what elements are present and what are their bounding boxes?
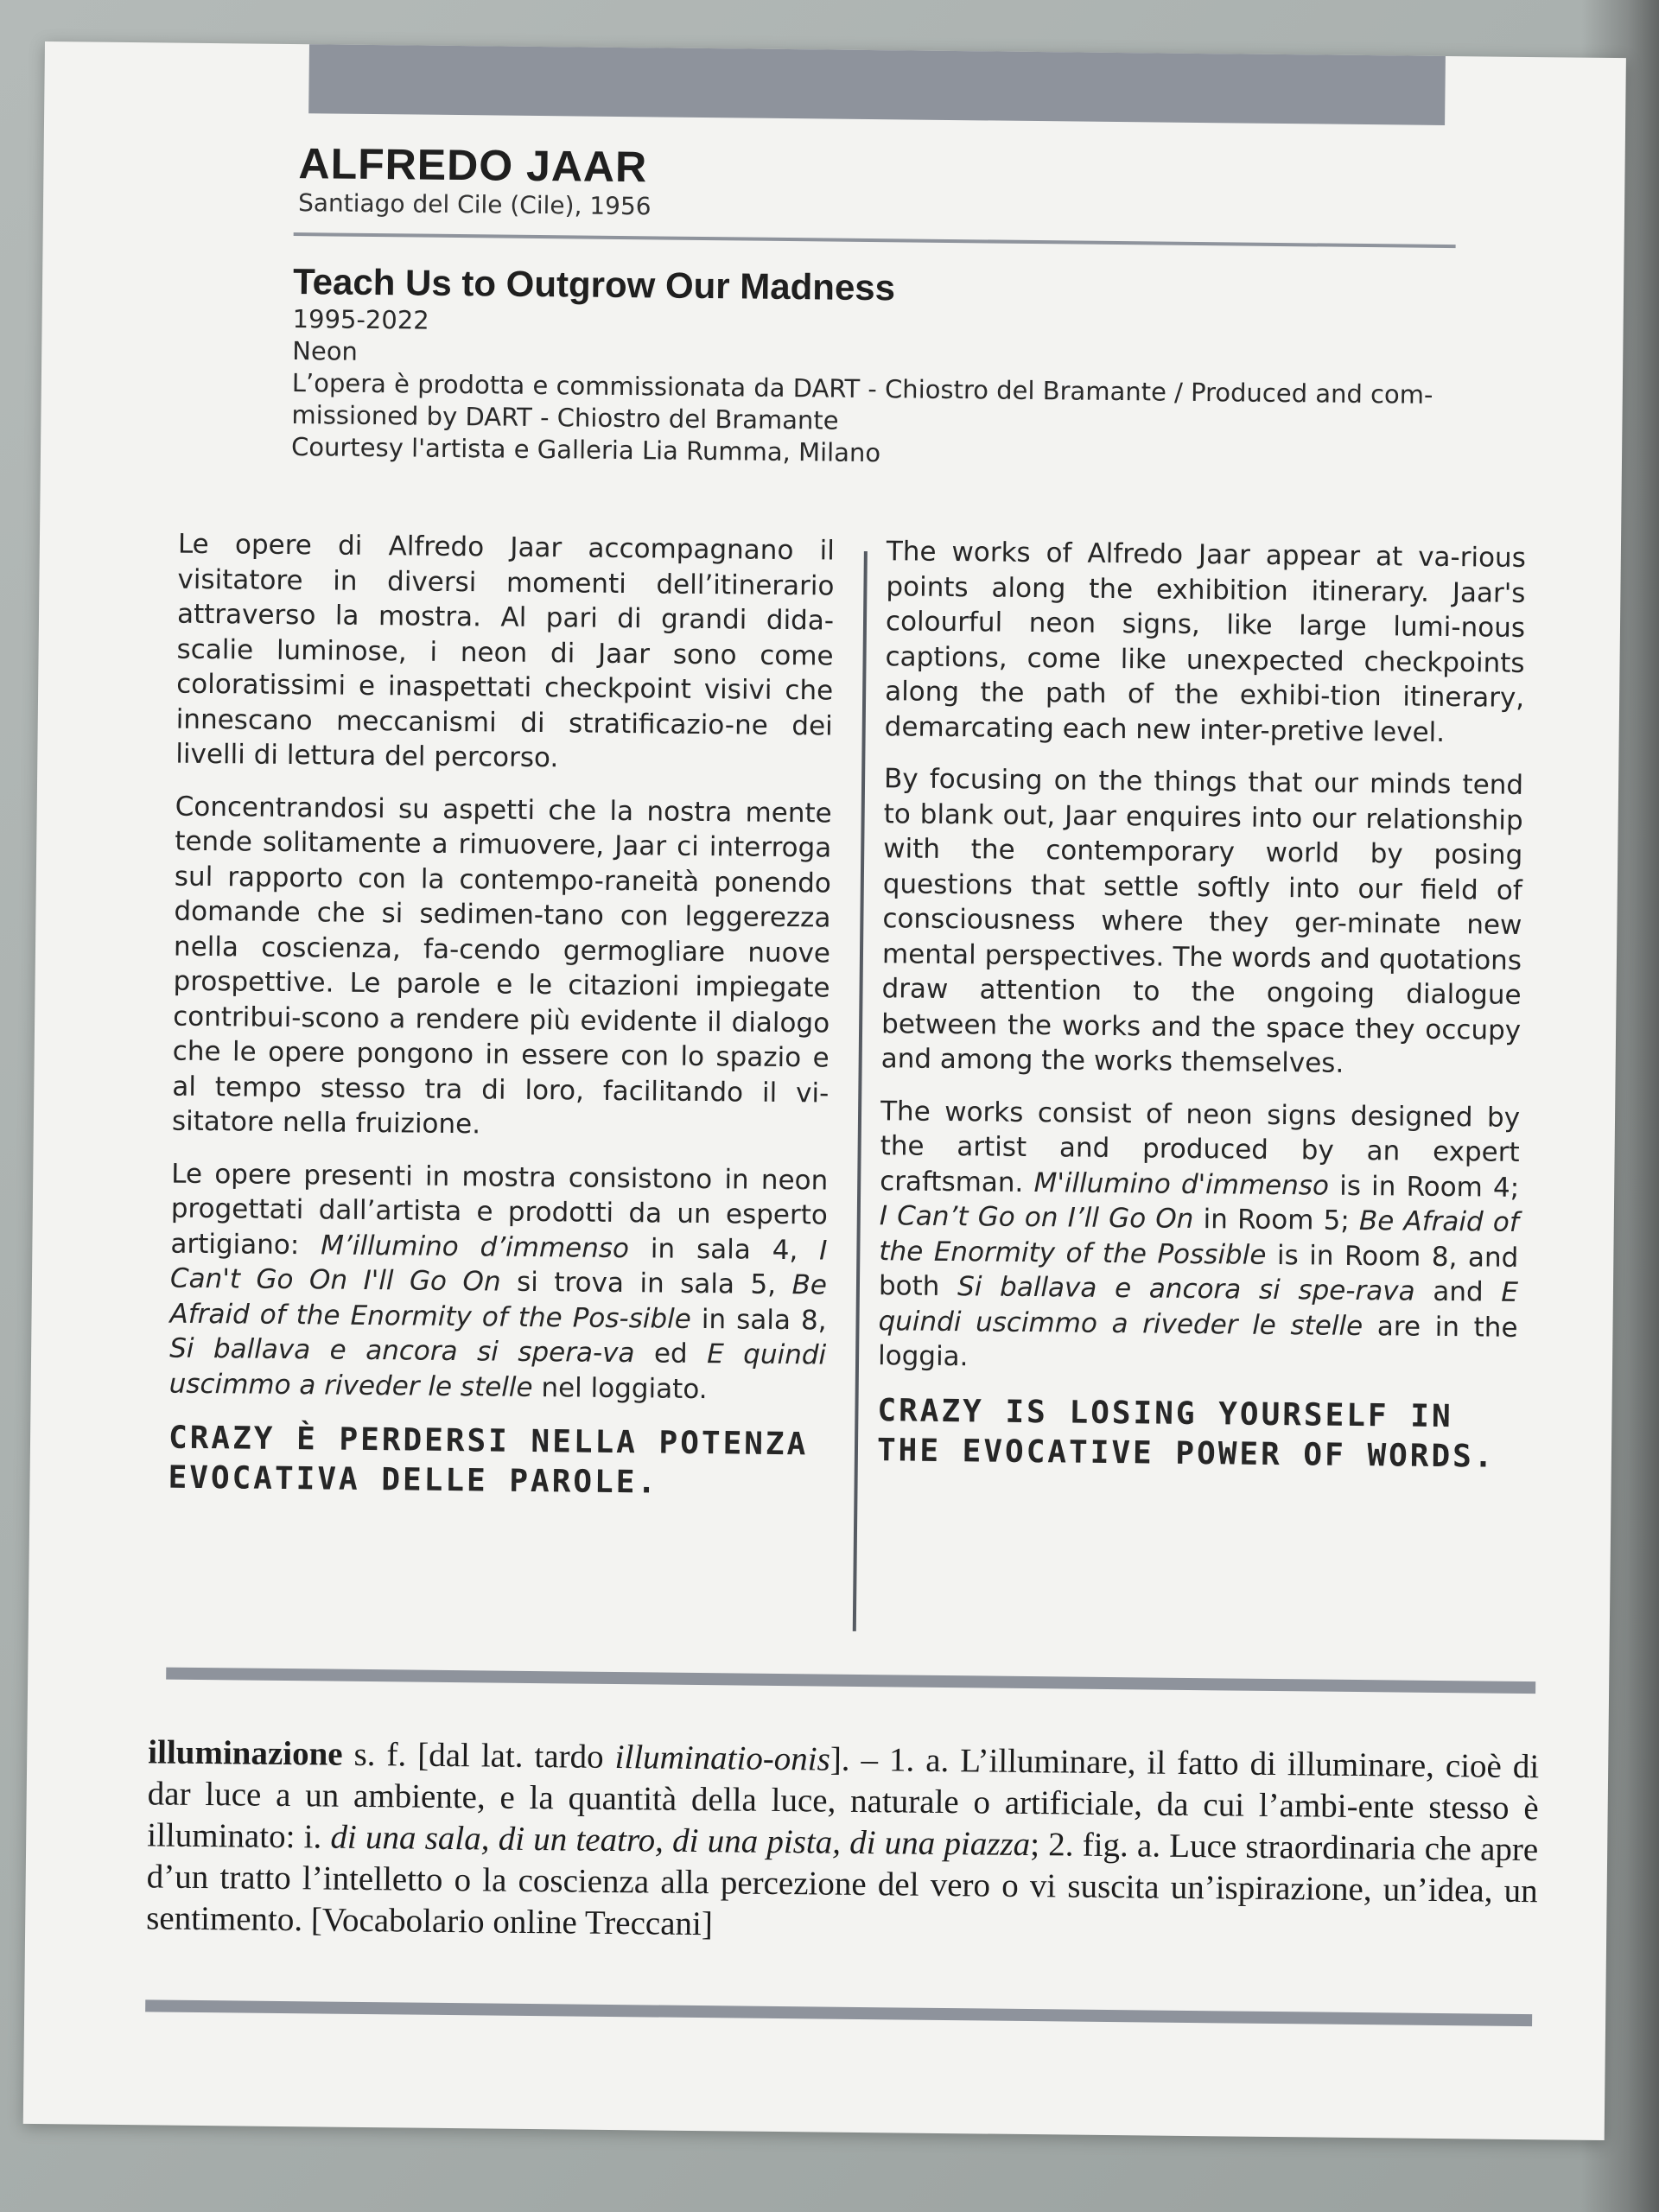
english-paragraph-3: The works consist of neon signs designed by the artist and produced by an expert craftsman. M'illumino d'immenso is in Room 4; I Can’t Go on I’ll Go On in Room 5; Be Afraid of the Enormity of the Possible is in Room 8, and both Si ballava e ancora si spe-rava and E quindi uscimmo a riveder le stelle are in the loggia.: [877, 1095, 1521, 1373]
artist-name: ALFREDO JAAR: [298, 139, 648, 192]
artwork-details: [291, 260, 1503, 476]
artwork-production-line-2: missioned by DART - Chiostro del Bramante: [291, 400, 839, 435]
dictionary-definition: illuminazione s. f. [dal lat. tardo illuminatio-onis]. – 1. a. L’illuminare, il fatto di illuminare, cioè di dar luce a un ambiente, e la quantità della luce, naturale o artificiale, da cui l’ambi-ente stesso è illuminato: i. di una sala, di un teatro, di una pista, di una piazza; 2. fig. a. Luce straordinaria che apre d’un tratto l’intelletto o la coscienza alla percezione del vero o vi suscita un’ispirazione, un’idea, un sentimento. [Vocabolario online Treccani]: [146, 1733, 1540, 1943]
italian-motto: CRAZY È PERDERSI NELLA POTENZA EVOCATIVA DELLE PAROLE.: [168, 1420, 809, 1501]
italian-paragraph-3: Le opere presenti in mostra consistono in neon progettati dall’artista e prodotti da un esperto artigiano: M’illumino d’immenso in sala 4, I Can't Go On I'll Go On si trova in sala 5, Be Afraid of the Enormity of the Pos-sible in sala 8, Si ballava e ancora si spera-va ed E quindi uscimmo a riveder le stelle nel loggiato.: [168, 1158, 829, 1405]
definition-top-divider: [166, 1668, 1535, 1694]
header-divider: [294, 232, 1456, 248]
top-color-band: [308, 44, 1446, 125]
artwork-production-line-1: L’opera è prodotta e commissionata da DART - Chiostro del Bramante / Produced and com-: [291, 368, 1433, 410]
artist-header: [298, 139, 652, 222]
definition-examples: di una sala, di un teatro, di una pista, di una piazza: [330, 1818, 1031, 1864]
artwork-medium: Neon: [292, 336, 359, 366]
definition-etymology: illuminatio-onis: [614, 1738, 831, 1778]
english-paragraph-2: By focusing on the things that our minds tend to blank out, Jaar enquires into our relationship with the contemporary world by posing questions that settle softly into our field of consciousness where they ger-minate new mental perspectives. The words and quotations draw attention to the ongoing dialogue between the works and the space they occupy and among the works themselves.: [880, 763, 1524, 1079]
definition-bottom-divider: [145, 1999, 1532, 2026]
artwork-courtesy: Courtesy l'artista e Galleria Lia Rumma, Milano: [290, 432, 881, 468]
artwork-years: 1995-2022: [292, 304, 429, 335]
wall-label-sheet: [23, 41, 1626, 2140]
english-motto: CRAZY IS LOSING YOURSELF IN THE EVOCATIVE POWER OF WORDS.: [876, 1392, 1496, 1475]
bilingual-text-columns: [167, 527, 1578, 1656]
english-column: [877, 534, 1527, 1494]
italian-column: [168, 527, 835, 1522]
artist-origin: Santiago del Cile (Cile), 1956: [297, 188, 652, 221]
column-divider: [853, 551, 868, 1631]
definition-term: illuminazione: [148, 1733, 343, 1773]
artwork-title: Teach Us to Outgrow Our Madness: [292, 261, 896, 308]
italian-paragraph-2: Concentrandosi su aspetti che la nostra mente tende solitamente a rimuovere, Jaar ci interroga sul rapporto con la contempo-raneità ponendo domande che si sedimen-tano con leggerezza nella coscienza, fa-cendo germogliare nuove prospettive. Le parole e le citazioni impiegate contribui-scono a rendere più evidente il dialogo che le opere pongono in essere con lo spazio e al tempo stesso tra di loro, facilitando il vi-sitatore nella fruizione.: [171, 791, 832, 1141]
english-paragraph-1: The works of Alfredo Jaar appear at va-rious points along the exhibition itinerary. Jaar's colourful neon signs, like large lumi-nous captions, come like unexpected checkpoints along the path of the exhibi-tion itinerary, demarcating each new inter-pretive level.: [884, 536, 1527, 748]
italian-paragraph-1: Le opere di Alfredo Jaar accompagnano il visitatore in diversi momenti dell’itinerario attraverso la mostra. Al pari di grandi dida-scalie luminose, i neon di Jaar sono come coloratissimi e inaspettati checkpoint visivi che innescano meccanismi di stratificazio-ne dei livelli di lettura del percorso.: [175, 528, 836, 774]
